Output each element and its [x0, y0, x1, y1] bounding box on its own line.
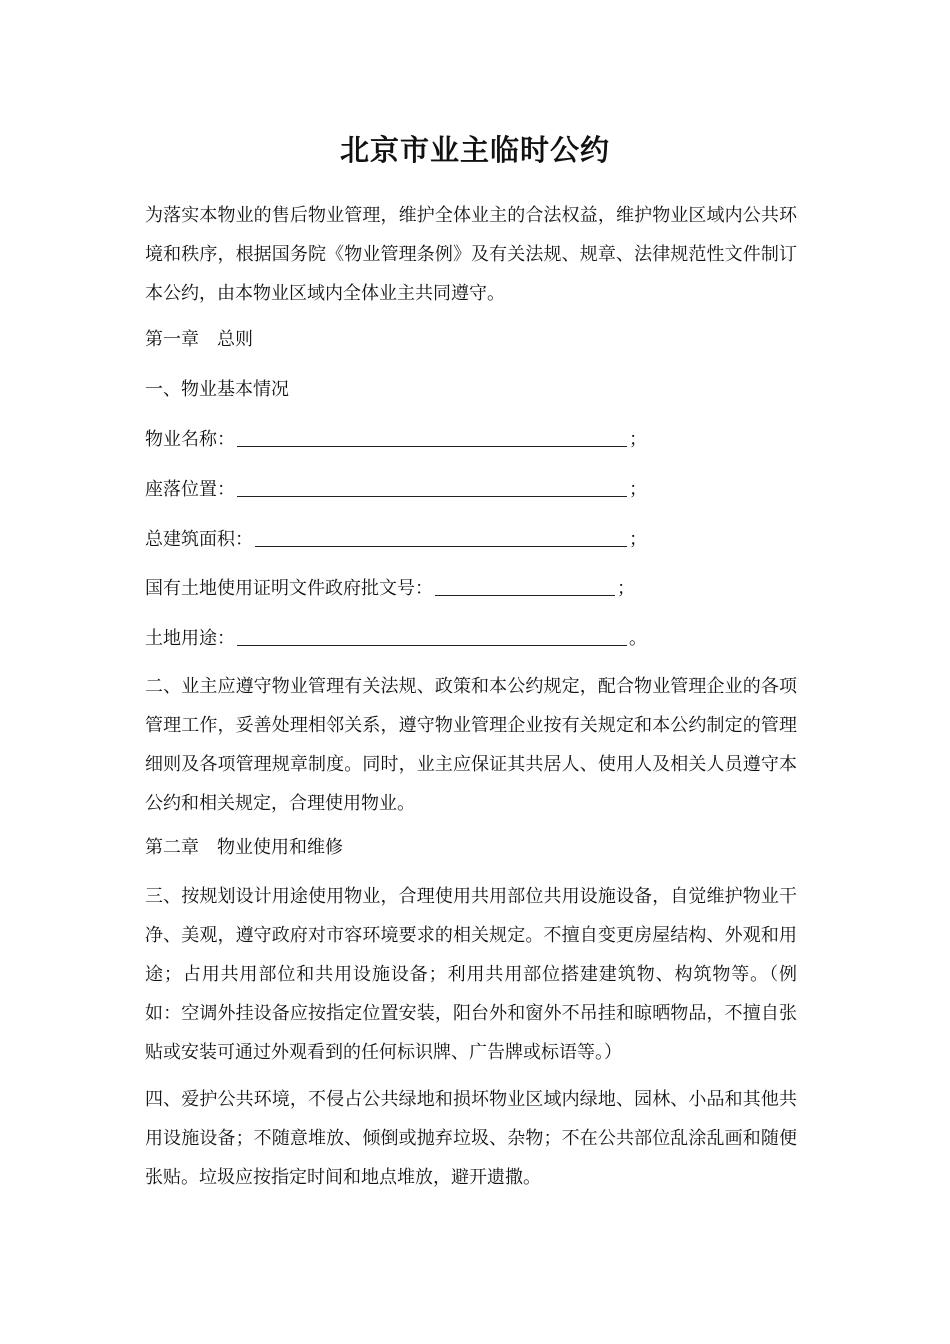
- fill-in-blank[interactable]: [237, 627, 627, 646]
- chapter-1-label: 第一章: [145, 329, 199, 350]
- chapter-2-name: 物业使用和维修: [217, 837, 343, 858]
- field-label: 座落位置：: [145, 479, 235, 500]
- field-total-area: [145, 525, 647, 555]
- fill-in-blank[interactable]: [237, 428, 627, 447]
- field-location: [145, 475, 647, 505]
- section-1-heading: 一、物业基本情况: [145, 379, 289, 400]
- fill-in-blank[interactable]: [255, 528, 627, 547]
- field-end-mark: ；: [617, 578, 635, 599]
- chapter-2-heading: [145, 833, 343, 863]
- fill-in-blank[interactable]: [435, 577, 615, 596]
- chapter-1-name: 总则: [217, 329, 253, 350]
- section-2-paragraph: 二、业主应遵守物业管理有关法规、政策和本公约规定，配合物业管理企业的各项管理工作，妥善处理相邻关系，遵守物业管理企业按有关规定和本公约制定的管理细则及各项管理规章制度。同时，业主应保证其共居人、使用人及相关人员遵守本公约和相关规定，合理使用物业。: [145, 676, 797, 814]
- chapter-2-label: 第二章: [145, 837, 199, 858]
- chapter-1-heading: [145, 325, 253, 355]
- document-title: 北京市业主临时公约: [339, 133, 610, 167]
- section-3-paragraph: 三、按规划设计用途使用物业，合理使用共用部位共用设施设备，自觉维护物业干净、美观，遵守政府对市容环境要求的相关规定。不擅自变更房屋结构、外观和用途；占用共用部位和共用设施设备；利用共用部位搭建建筑物、构筑物等。（例如：空调外挂设备应按指定位置安装，阳台外和窗外不吊挂和晾晒物品，不擅自张贴或安装可通过外观看到的任何标识牌、广告牌或标语等。）: [145, 886, 797, 1063]
- fill-in-blank[interactable]: [237, 478, 627, 497]
- field-label: 国有土地使用证明文件政府批文号：: [145, 578, 433, 599]
- field-label: 物业名称：: [145, 429, 235, 450]
- field-label: 总建筑面积：: [145, 529, 253, 550]
- intro-paragraph: 为落实本物业的售后物业管理，维护全体业主的合法权益，维护物业区域内公共环境和秩序，根据国务院《物业管理条例》及有关法规、规章、法律规范性文件制订本公约，由本物业区域内全体业主共同遵守。: [145, 205, 797, 304]
- field-land-use: [145, 624, 647, 654]
- field-end-mark: ；: [629, 529, 647, 550]
- field-end-mark: ；: [629, 429, 647, 450]
- field-end-mark: 。: [629, 628, 647, 649]
- field-label: 土地用途：: [145, 628, 235, 649]
- field-end-mark: ；: [629, 479, 647, 500]
- section-4-paragraph: 四、爱护公共环境，不侵占公共绿地和损坏物业区域内绿地、园林、小品和其他共用设施设备；不随意堆放、倾倒或抛弃垃圾、杂物；不在公共部位乱涂乱画和随便张贴。垃圾应按指定时间和地点堆放，避开遗撒。: [145, 1089, 797, 1188]
- field-property-name: [145, 425, 647, 455]
- field-land-approval-number: [145, 574, 635, 604]
